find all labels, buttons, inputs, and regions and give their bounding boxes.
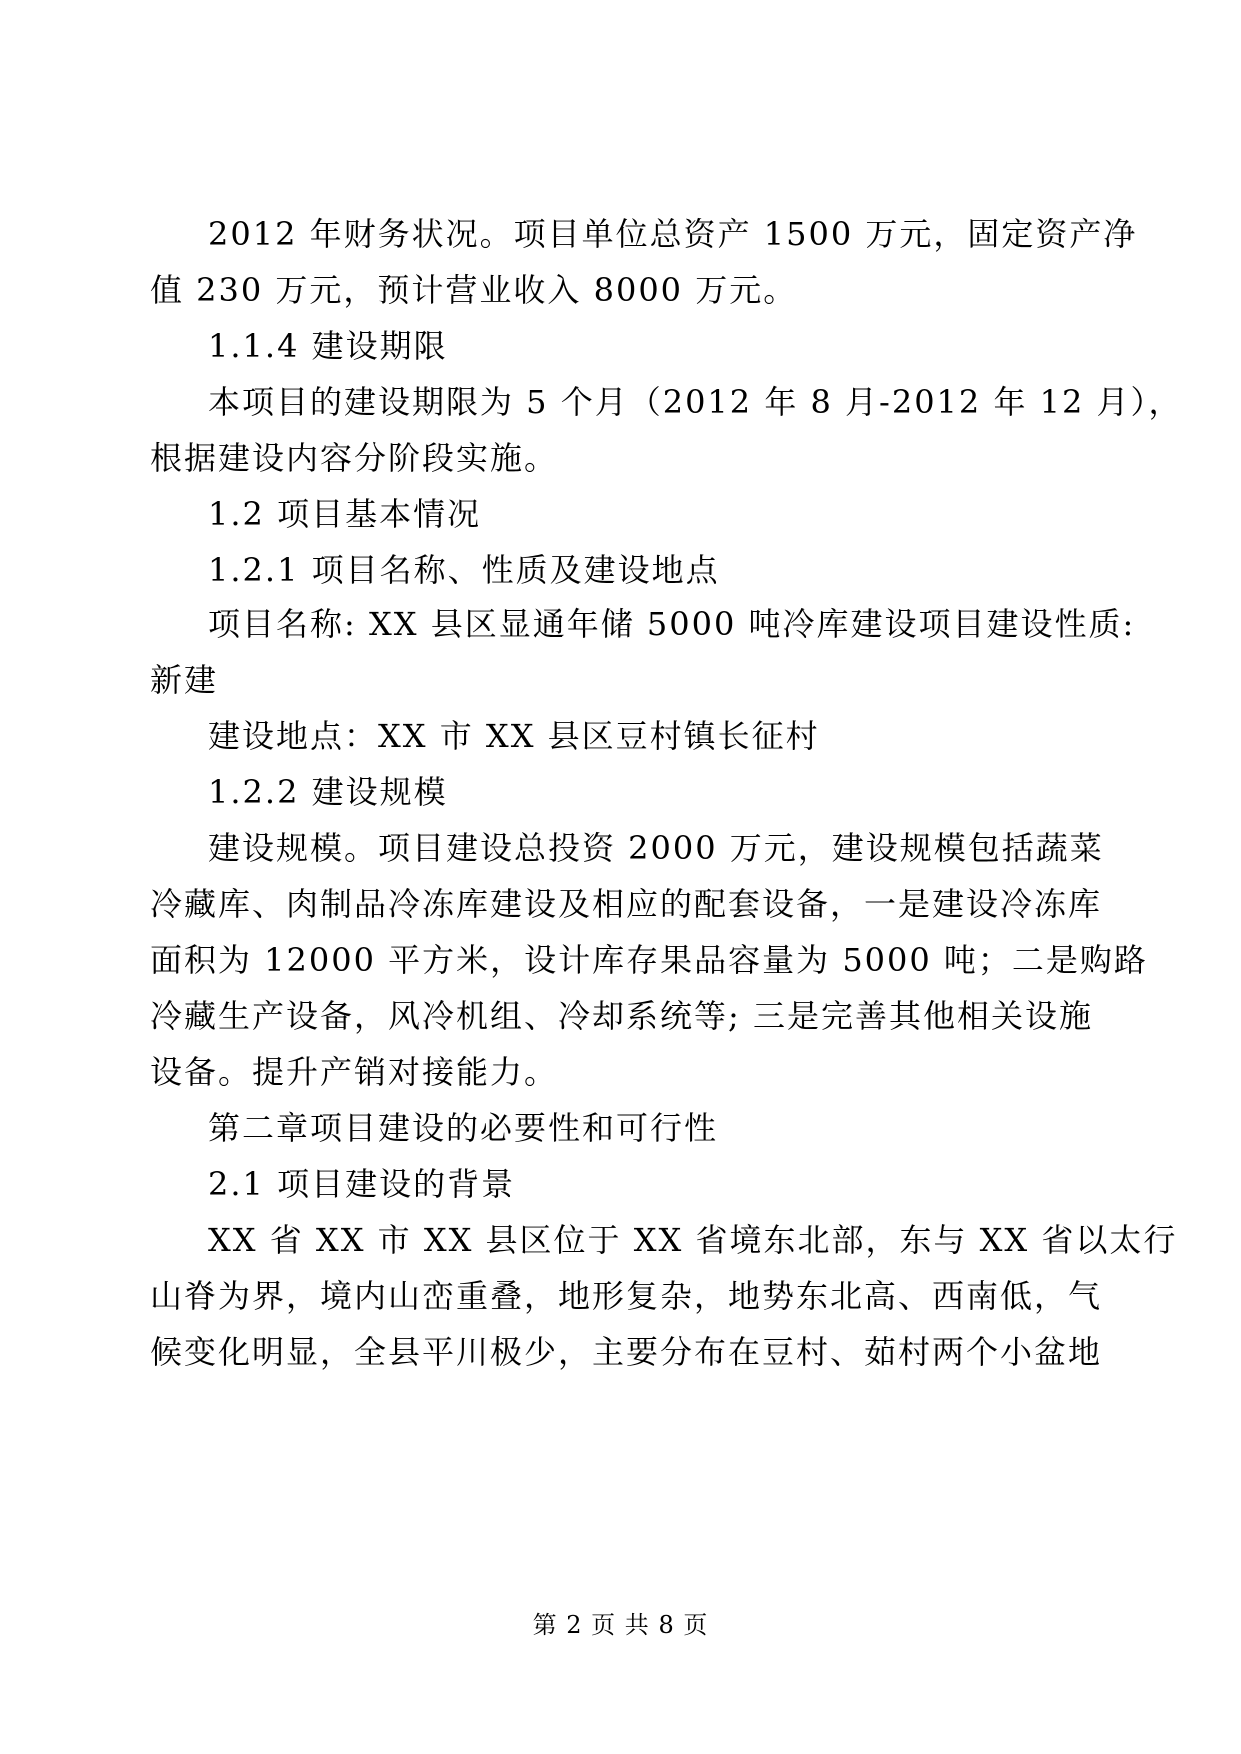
text-line: 冷藏库、肉制品冷冻库建设及相应的配套设备，一是建设冷冻库: [150, 885, 1103, 923]
text-line: 值 230 万元，预计营业收入 8000 万元。: [150, 271, 798, 309]
section-heading: 1.2.1 项目名称、性质及建设地点: [208, 551, 720, 589]
section-heading: 1.1.4 建设期限: [208, 327, 448, 365]
text-line: 设备。提升产销对接能力。: [150, 1053, 559, 1091]
chapter-heading: 第二章项目建设的必要性和可行性: [208, 1109, 719, 1147]
text-line: 山脊为界，境内山峦重叠，地形复杂，地势东北高、西南低，气: [150, 1277, 1103, 1315]
text-line: 新建: [150, 661, 219, 699]
page-number-footer: 第 2 页 共 8 页: [532, 1611, 709, 1639]
text-line: 本项目的建设期限为 5 个月（2012 年 8 月-2012 年 12 月），: [208, 383, 1183, 421]
text-line: 项目名称: XX 县区显通年储 5000 吨冷库建设项目建设性质:: [208, 605, 1136, 643]
section-heading: 1.2.2 建设规模: [208, 773, 448, 811]
section-heading: 1.2 项目基本情况: [208, 495, 482, 533]
text-line: 建设地点：XX 市 XX 县区豆村镇长征村: [208, 717, 820, 755]
text-line: 冷藏生产设备，风冷机组、冷却系统等; 三是完善其他相关设施: [150, 997, 1093, 1035]
text-line: 面积为 12000 平方米，设计库存果品容量为 5000 吨；二是购路: [150, 941, 1148, 979]
section-heading: 2.1 项目建设的背景: [208, 1165, 516, 1203]
text-line: XX 省 XX 市 XX 县区位于 XX 省境东北部，东与 XX 省以太行: [208, 1221, 1178, 1259]
text-line: 根据建设内容分阶段实施。: [150, 439, 559, 477]
text-line: 建设规模。项目建设总投资 2000 万元，建设规模包括蔬菜: [208, 829, 1104, 867]
text-line: 2012 年财务状况。项目单位总资产 1500 万元，固定资产净: [208, 215, 1138, 253]
text-line: 候变化明显，全县平川极少，主要分布在豆村、茹村两个小盆地: [150, 1333, 1103, 1371]
